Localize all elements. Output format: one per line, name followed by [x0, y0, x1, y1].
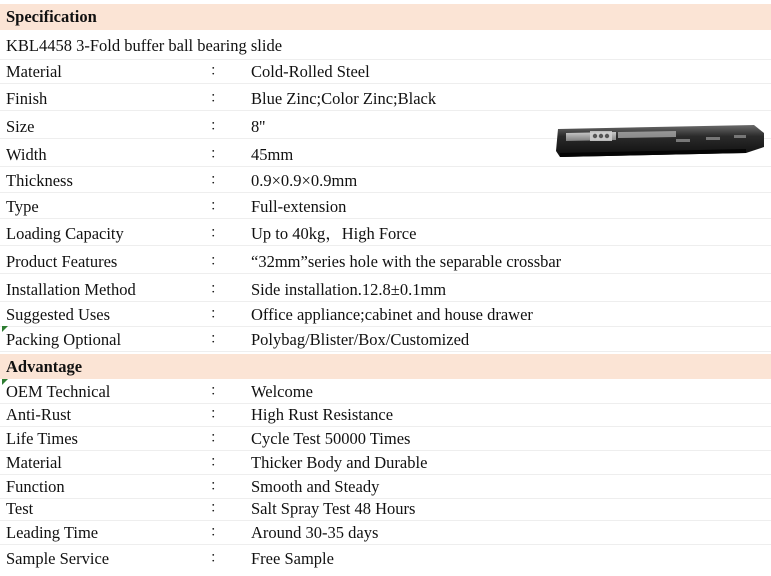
row-value: High Rust Resistance [251, 405, 394, 424]
row-separator: ： [210, 332, 224, 347]
row-label: Life Times [6, 429, 78, 448]
row-separator: ： [210, 119, 224, 134]
product-name-row [0, 33, 771, 60]
spec-row-loading-capacity [0, 222, 771, 246]
row-label: Packing Optional [6, 330, 122, 349]
row-value: Smooth and Steady [251, 477, 380, 496]
row-label: Sample Service [6, 549, 110, 568]
row-value: Side installation.12.8±0.1mm [251, 280, 447, 299]
row-separator: ： [210, 147, 224, 162]
advantage-row-sample-service [0, 547, 771, 571]
row-separator: ： [210, 479, 224, 494]
row-value: 0.9×0.9×0.9mm [251, 171, 358, 190]
row-label: Leading Time [6, 523, 99, 542]
advantage-header [0, 354, 771, 379]
specification-header [0, 4, 771, 30]
row-label: Size [6, 117, 35, 136]
row-separator: ： [210, 525, 224, 540]
row-label: Type [6, 197, 39, 216]
row-value: Salt Spray Test 48 Hours [251, 499, 416, 518]
row-label: Suggested Uses [6, 305, 111, 324]
specification-heading: Specification [6, 7, 97, 26]
row-value: Cold-Rolled Steel [251, 62, 370, 81]
row-value: Polybag/Blister/Box/Customized [251, 330, 470, 349]
row-label: Thickness [6, 171, 73, 190]
row-value: Office appliance;cabinet and house drawer [251, 305, 533, 324]
advantage-row-oem-technical [0, 380, 771, 404]
advantage-row-function [0, 475, 771, 499]
spec-row-type [0, 195, 771, 219]
advantage-row-material [0, 451, 771, 475]
spec-row-packing-optional [0, 328, 771, 352]
row-separator: ： [210, 254, 224, 269]
row-value: Up to 40kg，High Force [251, 224, 417, 243]
product-name: KBL4458 3-Fold buffer ball bearing slide [6, 36, 283, 55]
row-separator: ： [210, 455, 224, 470]
row-value: “32mm”series hole with the separable crossbar [251, 252, 562, 271]
row-value: Thicker Body and Durable [251, 453, 428, 472]
row-separator: ： [210, 551, 224, 566]
advantage-heading: Advantage [6, 357, 83, 376]
row-separator: ： [210, 226, 224, 241]
row-value: Free Sample [251, 549, 334, 568]
row-label: Width [6, 145, 47, 164]
row-separator: ： [210, 91, 224, 106]
spec-row-suggested-uses [0, 303, 771, 327]
row-value: Full-extension [251, 197, 347, 216]
row-value: Welcome [251, 382, 313, 401]
drawer-slide-rail-image [556, 123, 767, 159]
row-value: Cycle Test 50000 Times [251, 429, 411, 448]
row-value: Around 30-35 days [251, 523, 379, 542]
spec-row-thickness [0, 169, 771, 193]
spec-row-installation-method [0, 278, 771, 302]
advantage-row-anti-rust [0, 403, 771, 427]
row-label: Material [6, 453, 62, 472]
row-label: Anti-Rust [6, 405, 72, 424]
row-value: Blue Zinc;Color Zinc;Black [251, 89, 437, 108]
row-label: Product Features [6, 252, 118, 271]
row-value: 45mm [251, 145, 294, 164]
row-separator: ： [210, 407, 224, 422]
row-separator: ： [210, 64, 224, 79]
row-separator: ： [210, 384, 224, 399]
row-separator: ： [210, 282, 224, 297]
row-label: Loading Capacity [6, 224, 124, 243]
row-value: 8'' [251, 117, 266, 136]
row-label: Finish [6, 89, 48, 108]
advantage-row-life-times [0, 427, 771, 451]
row-label: Test [6, 499, 34, 518]
row-separator: ： [210, 307, 224, 322]
advantage-row-leading-time [0, 521, 771, 545]
row-label: Material [6, 62, 62, 81]
row-label: OEM Technical [6, 382, 111, 401]
row-separator: ： [210, 431, 224, 446]
spec-row-finish [0, 87, 771, 111]
advantage-row-test [0, 497, 771, 521]
spec-row-material [0, 60, 771, 84]
row-label: Function [6, 477, 65, 496]
row-separator: ： [210, 501, 224, 516]
spec-row-product-features [0, 250, 771, 274]
row-separator: ： [210, 199, 224, 214]
row-separator: ： [210, 173, 224, 188]
row-label: Installation Method [6, 280, 136, 299]
